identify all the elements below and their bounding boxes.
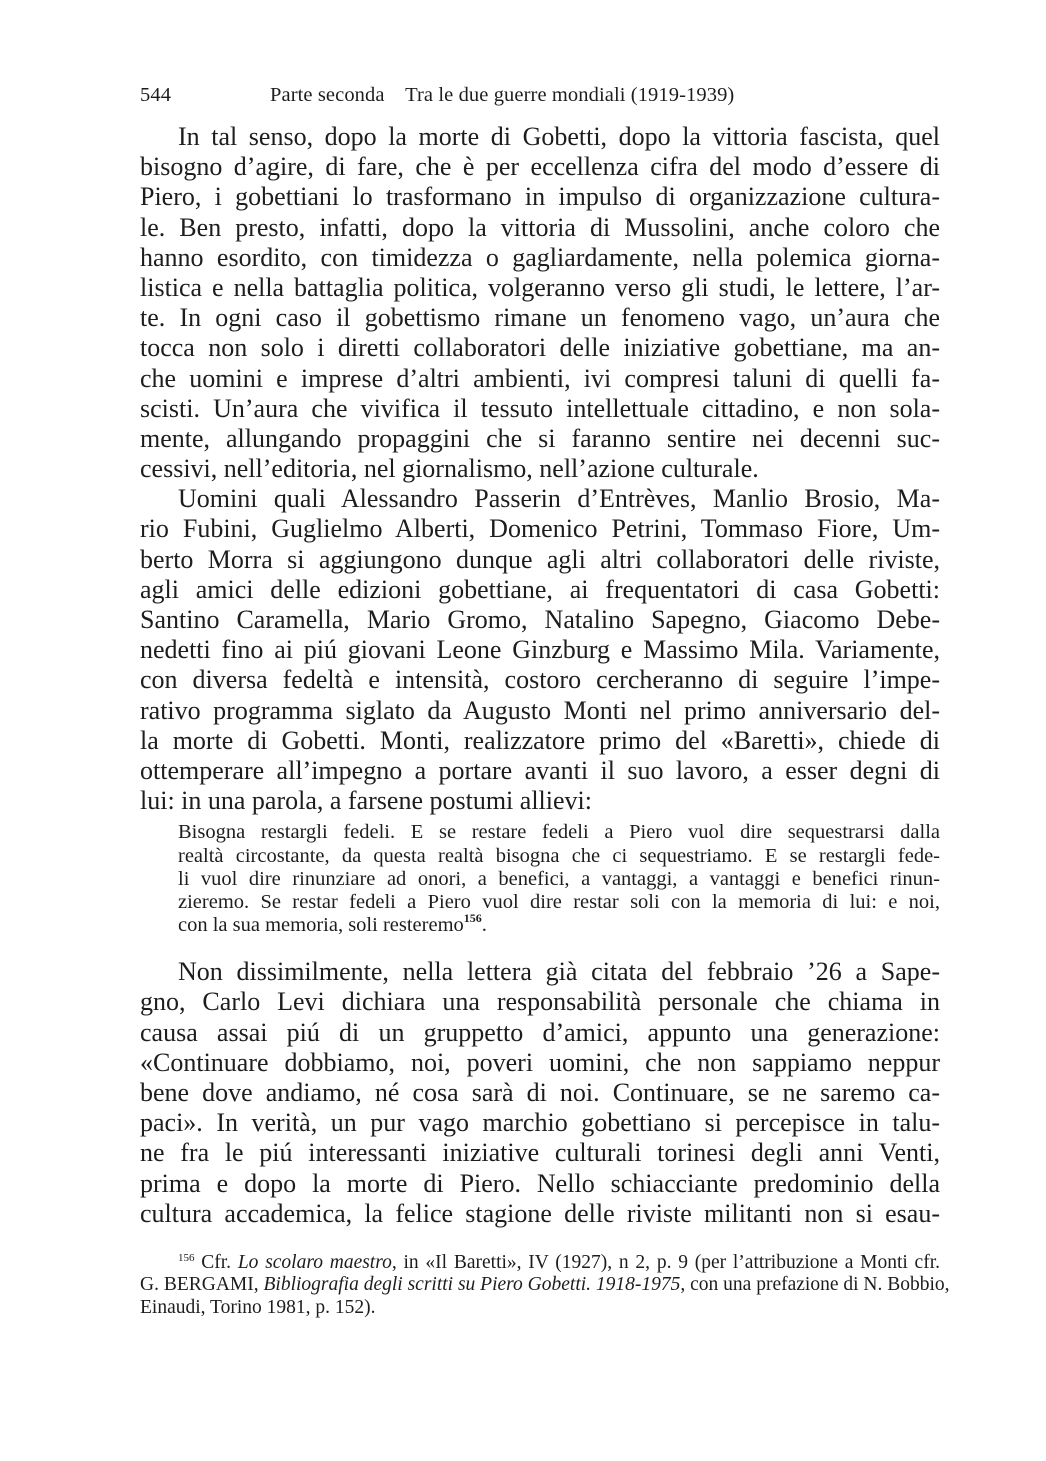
text-line: paci». In verità, un pur vago marchio gobettiano si percepisce in talu-: [140, 1108, 940, 1138]
text-line: mente, allungando propaggini che si faranno sentire nei decenni suc-: [140, 423, 940, 453]
footnote-text: , con una prefazione di N. Bobbio,: [680, 1274, 950, 1296]
footnote-title: Bibliografia degli scritti su Piero Gobetti. 1918-1975: [263, 1274, 681, 1296]
text-line: In tal senso, dopo la morte di Gobetti, dopo la vittoria fascista, quel: [178, 122, 940, 151]
text-line: Santino Caramella, Mario Gromo, Natalino Sapegno, Giacomo Debe-: [140, 605, 940, 634]
footnote-author: G. BERGAMI: [140, 1274, 254, 1296]
text-line: nedetti fino ai piú giovani Leone Ginzburg e Massimo Mila. Variamente,: [140, 635, 940, 665]
quote-end-punctuation: .: [481, 914, 487, 937]
page-number: 544: [140, 84, 172, 106]
quote-line: realtà circostante, da questa realtà bisogna che ci sequestriamo. E se restargli fede-: [178, 844, 940, 867]
paragraph-3: [140, 957, 940, 1229]
quote-line-last: [178, 911, 940, 937]
text-line: Piero, i gobettiani lo trasformano in impulso di organizzazione cultura-: [140, 182, 940, 212]
text-line: te. In ogni caso il gobettismo rimane un fenomeno vago, un’aura che: [140, 303, 940, 333]
text-line: cessivi, nell’editoria, nel giornalismo, nell’azione culturale.: [140, 454, 759, 484]
text-line: ottemperare all’impegno a portare avanti il suo lavoro, a esser degni di: [140, 755, 940, 785]
body-text: [140, 122, 940, 1229]
quote-line: zieremo. Se restar fedeli a Piero vuol dire restar soli con la memoria di lui: e noi,: [178, 890, 940, 913]
block-quote: [140, 821, 940, 937]
text-line: Non dissimilmente, nella lettera già citata del febbraio ’26 a Sape-: [178, 957, 940, 987]
footnote-line: [140, 1252, 940, 1274]
text-line: gno, Carlo Levi dichiara una responsabilità personale che chiama in: [140, 987, 940, 1017]
text-line: rio Fubini, Guglielmo Alberti, Domenico Petrini, Tommaso Fiore, Um-: [140, 514, 940, 544]
quote-line: li vuol dire rinunziare ad onori, a benefici, a vantaggi, a vantaggi e benefici rinun-: [178, 867, 940, 890]
text-line: con diversa fedeltà e intensità, costoro cercheranno di seguire l’impe-: [140, 665, 940, 695]
footnote-line: Einaudi, Torino 1981, p. 152).: [140, 1296, 376, 1318]
text-line: «Continuare dobbiamo, noi, poveri uomini, che non sappiamo neppur: [140, 1047, 940, 1077]
text-line: la morte di Gobetti. Monti, realizzatore primo del «Baretti», chiede di: [140, 725, 940, 755]
text-line: agli amici delle edizioni gobettiane, ai frequentatori di casa Gobetti:: [140, 574, 940, 604]
text-line: bene dove andiamo, né cosa sarà di noi. Continuare, se ne saremo ca-: [140, 1078, 940, 1107]
quote-line-text: con la sua memoria, soli resteremo: [178, 914, 464, 937]
text-line: le. Ben presto, infatti, dopo la vittoria di Mussolini, anche coloro che: [140, 212, 940, 242]
text-line: bisogno d’agire, di fare, che è per eccellenza cifra del modo d’essere di: [140, 152, 940, 182]
text-line: causa assai piú di un gruppetto d’amici, appunto una generazione:: [140, 1017, 940, 1047]
text-line: listica e nella battaglia politica, volgeranno verso gli studi, le lettere, l’ar-: [140, 272, 940, 302]
paragraph-2: [140, 484, 940, 816]
quote-line: Bisogna restargli fedeli. E se restare fedeli a Piero vuol dire sequestrarsi dalla: [178, 821, 940, 844]
text-line: lui: in una parola, a farsene postumi allievi:: [140, 786, 592, 816]
running-title: Parte seconda Tra le due guerre mondiali (1919-1939): [270, 84, 735, 106]
running-head: [140, 84, 940, 114]
text-line: che uomini e imprese d’altri ambienti, ivi compresi taluni di quelli fa-: [140, 363, 940, 393]
footnotes: [140, 1252, 950, 1319]
text-line: berto Morra si aggiungono dunque agli altri collaboratori delle riviste,: [140, 544, 940, 574]
footnote-line: [140, 1274, 950, 1296]
text-line: scisti. Un’aura che vivifica il tessuto intellettuale cittadino, e non sola-: [140, 393, 940, 423]
text-line: prima e dopo la morte di Piero. Nello schiacciante predominio della: [140, 1168, 940, 1198]
footnote-reference[interactable]: 156: [463, 911, 482, 926]
footnote-text: , in «Il Baretti», IV (1927), n 2, p. 9 (per l’attribuzione a Monti cfr.: [391, 1252, 940, 1273]
footnote-text: ,: [253, 1274, 264, 1296]
paragraph-1: [140, 122, 940, 484]
text-line: tocca non solo i diretti collaboratori delle iniziative gobettiane, ma an-: [140, 333, 940, 363]
footnote-text: Cfr.: [201, 1252, 238, 1273]
text-line: ne fra le piú interessanti iniziative culturali torinesi degli anni Venti,: [140, 1138, 940, 1168]
text-line: hanno esordito, con timidezza o gagliardamente, nella polemica giorna-: [140, 242, 940, 272]
text-line: cultura accademica, la felice stagione delle riviste militanti non si esau-: [140, 1198, 940, 1228]
footnote-title: Lo scolaro maestro: [237, 1252, 392, 1273]
text-line: Uomini quali Alessandro Passerin d’Entrèves, Manlio Brosio, Ma-: [178, 484, 940, 514]
text-line: rativo programma siglato da Augusto Monti nel primo anniversario del-: [140, 695, 940, 725]
footnote-number: 156: [178, 1252, 195, 1264]
